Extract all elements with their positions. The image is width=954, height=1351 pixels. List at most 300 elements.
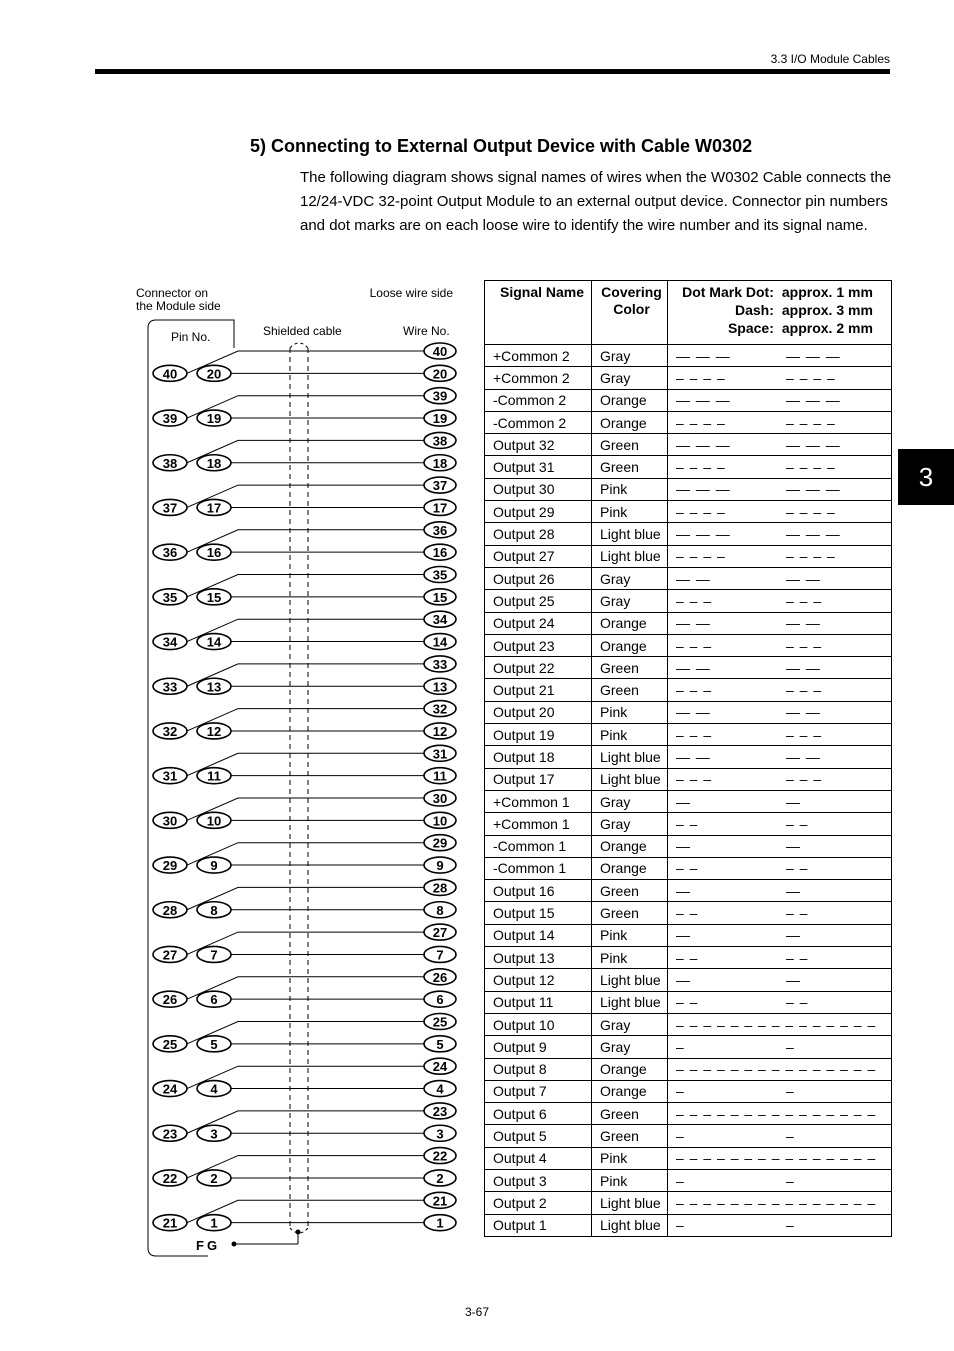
pin-right <box>197 723 231 739</box>
table-row <box>485 657 892 679</box>
pin-number: 40 <box>162 366 178 382</box>
wire-number: 11 <box>433 768 447 784</box>
dot-mark-pattern: – <box>786 1128 795 1145</box>
wire-end <box>424 567 456 583</box>
dot-mark-pattern: — — — <box>786 481 841 498</box>
signal-name-cell: Output 22 <box>485 657 592 679</box>
table-row <box>485 1125 892 1147</box>
covering-color-cell: Gray <box>592 367 668 389</box>
pin-number: 11 <box>207 768 221 784</box>
dot-mark-cell <box>668 813 892 835</box>
dot-mark-pattern: – – – – – – – – – – – – – – – <box>676 1016 877 1033</box>
dot-mark-cell <box>668 924 892 946</box>
wire-number: 16 <box>432 545 448 561</box>
dot-mark-pattern: – – – – – – – – – – – – – – – <box>676 1194 877 1211</box>
table-row <box>485 880 892 902</box>
dot-mark-cell <box>668 612 892 634</box>
wire-end <box>424 1170 456 1186</box>
wire-number: 10 <box>432 813 448 829</box>
dot-mark-pattern: – – – – <box>676 459 726 476</box>
pin-right <box>197 902 231 918</box>
wire-number: 14 <box>432 634 448 650</box>
table-row <box>485 1103 892 1125</box>
wire-number: 35 <box>432 567 448 583</box>
dot-mark-cell <box>668 1103 892 1125</box>
dot-mark-pattern: — <box>786 971 801 988</box>
wire-end <box>424 410 456 426</box>
dot-mark-pattern: – <box>786 1172 795 1189</box>
signal-name-cell: Output 16 <box>485 880 592 902</box>
dot-mark-cell <box>668 701 892 723</box>
pin-number: 2 <box>210 1170 218 1186</box>
dot-mark-cell <box>668 1125 892 1147</box>
signal-name-cell: Output 10 <box>485 1013 592 1035</box>
dot-mark-cell <box>668 567 892 589</box>
covering-color-cell: Gray <box>592 790 668 812</box>
wire-number: 27 <box>432 925 448 941</box>
signal-name-cell: Output 25 <box>485 590 592 612</box>
table-row <box>485 567 892 589</box>
pin-no-label: Pin No. <box>171 330 211 344</box>
wire-no-label: Wire No. <box>403 324 450 338</box>
covering-color-cell: Pink <box>592 1147 668 1169</box>
wire-end <box>424 902 456 918</box>
dot-mark-pattern: – <box>786 1038 795 1055</box>
covering-color-cell: Gray <box>592 1036 668 1058</box>
covering-color-cell: Green <box>592 902 668 924</box>
pin-right <box>197 678 231 694</box>
table-row <box>485 1192 892 1214</box>
wire-end <box>424 723 456 739</box>
legend-value: approx. 2 mm <box>781 320 873 336</box>
table-header-row <box>485 281 892 345</box>
pin-right <box>197 365 231 381</box>
table-row <box>485 1080 892 1102</box>
dot-mark-pattern: – – – – <box>676 548 726 565</box>
dot-mark-cell <box>668 1013 892 1035</box>
dot-mark-cell <box>668 411 892 433</box>
pin-right <box>197 991 231 1007</box>
table-row <box>485 612 892 634</box>
pin-number: 26 <box>162 992 178 1008</box>
dot-mark-cell <box>668 634 892 656</box>
pin-right <box>197 1170 231 1186</box>
pin-number: 8 <box>210 902 218 918</box>
signal-table <box>484 280 892 1237</box>
signal-name-cell: Output 2 <box>485 1192 592 1214</box>
pin-left <box>153 1036 187 1052</box>
dot-mark-pattern: – – – – – – – – – – – – – – – <box>676 1105 877 1122</box>
pin-number: 6 <box>210 992 218 1008</box>
wire-number: 40 <box>432 344 448 359</box>
pin-number: 1 <box>210 1215 218 1231</box>
wire-number: 4 <box>436 1081 444 1097</box>
pin-right <box>197 857 231 873</box>
signal-name-cell: Output 8 <box>485 1058 592 1080</box>
dot-mark-pattern: – <box>676 1128 685 1145</box>
dot-mark-pattern: — <box>786 793 801 810</box>
pin-right <box>197 1081 231 1097</box>
running-header: 3.3 I/O Module Cables <box>770 52 890 66</box>
wire-number: 17 <box>432 500 448 516</box>
pin-right <box>197 455 231 471</box>
dot-mark-cell <box>668 969 892 991</box>
pins-layer <box>153 365 231 1230</box>
dot-mark-legend <box>672 284 883 336</box>
dot-mark-cell <box>668 1214 892 1236</box>
covering-color-cell: Orange <box>592 389 668 411</box>
dot-mark-cell <box>668 790 892 812</box>
table-row <box>485 768 892 790</box>
fg-dot <box>296 1230 301 1235</box>
dot-mark-pattern: – – – <box>786 726 823 743</box>
dot-mark-pattern: – <box>676 1217 685 1234</box>
covering-color-cell: Pink <box>592 924 668 946</box>
pin-number: 33 <box>162 679 178 695</box>
dot-mark-cell <box>668 545 892 567</box>
table-row <box>485 679 892 701</box>
dot-mark-pattern: – – <box>786 949 809 966</box>
connector-label-line2: the Module side <box>136 299 221 313</box>
covering-color-cell: Orange <box>592 634 668 656</box>
wire-number: 6 <box>436 992 444 1008</box>
wire-end <box>424 969 456 985</box>
table-row <box>485 367 892 389</box>
signal-name-cell: Output 26 <box>485 567 592 589</box>
dot-mark-pattern: – – – – <box>676 414 726 431</box>
covering-color-cell: Light blue <box>592 746 668 768</box>
covering-color-cell: Light blue <box>592 768 668 790</box>
wire-number: 23 <box>432 1103 448 1119</box>
wire-number: 37 <box>432 478 448 494</box>
dot-mark-pattern: — — <box>786 659 821 676</box>
signal-name-cell: Output 24 <box>485 612 592 634</box>
page-number: 3-67 <box>464 1305 490 1319</box>
table-row <box>485 1147 892 1169</box>
wire-number: 1 <box>436 1215 444 1231</box>
wire-number: 8 <box>436 902 444 918</box>
dot-mark-cell <box>668 991 892 1013</box>
wire-end <box>424 1148 456 1164</box>
dot-mark-pattern: – – – <box>786 682 823 699</box>
dot-mark-cell <box>668 768 892 790</box>
signal-name-cell: Output 32 <box>485 434 592 456</box>
legend-value: approx. 1 mm <box>781 284 873 300</box>
covering-color-cell: Green <box>592 880 668 902</box>
dot-mark-cell <box>668 1036 892 1058</box>
dot-mark-pattern: – <box>676 1083 685 1100</box>
pin-number: 4 <box>210 1081 218 1097</box>
wire-number: 15 <box>432 589 448 605</box>
signal-name-cell: Output 11 <box>485 991 592 1013</box>
pin-number: 38 <box>162 455 178 471</box>
pin-right <box>197 499 231 515</box>
signal-name-cell: -Common 1 <box>485 857 592 879</box>
dot-mark-cell <box>668 1080 892 1102</box>
covering-color-cell: Orange <box>592 411 668 433</box>
wire-number: 19 <box>432 411 448 427</box>
fg-label: FG <box>196 1238 221 1253</box>
dot-mark-pattern: — — — <box>786 392 841 409</box>
pin-number: 28 <box>162 902 178 918</box>
pin-number: 24 <box>162 1081 178 1097</box>
pin-left <box>153 991 187 1007</box>
dot-mark-cell <box>668 679 892 701</box>
covering-color-cell: Green <box>592 1103 668 1125</box>
dot-mark-pattern: – – – <box>786 637 823 654</box>
pin-number: 29 <box>162 858 178 874</box>
covering-color-cell: Gray <box>592 590 668 612</box>
wire-number: 22 <box>432 1148 448 1164</box>
dot-mark-pattern: – <box>786 1083 795 1100</box>
pin-right <box>197 946 231 962</box>
wire-number: 39 <box>432 388 448 404</box>
legend-key: Dash: <box>734 302 774 318</box>
covering-color-cell: Light blue <box>592 969 668 991</box>
pin-right <box>197 544 231 560</box>
chapter-tab: 3 <box>898 449 954 505</box>
table-row <box>485 790 892 812</box>
wire-number: 25 <box>432 1014 448 1030</box>
dot-mark-pattern: — — — <box>786 526 841 543</box>
table-row <box>485 501 892 523</box>
dot-mark-pattern: – – <box>786 994 809 1011</box>
wire-end <box>424 1125 456 1141</box>
signal-name-cell: +Common 2 <box>485 367 592 389</box>
wire-end <box>424 1036 456 1052</box>
wire-number: 2 <box>436 1170 444 1186</box>
wire-end <box>424 991 456 1007</box>
wire-number: 34 <box>432 612 448 628</box>
dot-mark-cell <box>668 657 892 679</box>
wire-number: 32 <box>432 701 448 717</box>
table-row <box>485 991 892 1013</box>
wire-number: 13 <box>432 679 448 695</box>
wire-number: 21 <box>432 1193 448 1209</box>
signal-name-cell: Output 30 <box>485 478 592 500</box>
signal-name-cell: Output 1 <box>485 1214 592 1236</box>
pin-left <box>153 1081 187 1097</box>
wire-end <box>424 656 456 672</box>
pin-right <box>197 634 231 650</box>
covering-color-cell: Light blue <box>592 1192 668 1214</box>
pin-number: 19 <box>206 411 222 427</box>
wire-end <box>424 432 456 448</box>
covering-color-cell: Green <box>592 434 668 456</box>
covering-color-cell: Pink <box>592 478 668 500</box>
dot-mark-pattern: — — <box>676 615 711 632</box>
dot-mark-cell <box>668 367 892 389</box>
pin-number: 31 <box>162 768 178 784</box>
covering-color-cell: Orange <box>592 1058 668 1080</box>
covering-color-cell: Gray <box>592 567 668 589</box>
table-row <box>485 411 892 433</box>
dot-mark-pattern: — — <box>786 704 821 721</box>
pin-number: 30 <box>162 813 178 829</box>
signal-name-cell: Output 29 <box>485 501 592 523</box>
wire-end <box>424 835 456 851</box>
dot-mark-pattern: – – <box>676 860 699 877</box>
signal-name-cell: Output 20 <box>485 701 592 723</box>
signal-name-cell: Output 12 <box>485 969 592 991</box>
pin-number: 36 <box>162 545 178 561</box>
signal-name-cell: Output 23 <box>485 634 592 656</box>
wire-end <box>424 1081 456 1097</box>
covering-color-cell: Green <box>592 456 668 478</box>
wire-number: 20 <box>432 366 448 382</box>
signal-name-cell: +Common 1 <box>485 813 592 835</box>
pin-right <box>197 589 231 605</box>
table-row <box>485 701 892 723</box>
dot-mark-cell <box>668 947 892 969</box>
table-row <box>485 523 892 545</box>
wire-end <box>424 768 456 784</box>
dot-mark-pattern: — — — <box>676 347 731 364</box>
loose-wire-label: Loose wire side <box>369 286 453 300</box>
dot-mark-pattern: – – – <box>676 637 713 654</box>
signal-name-cell: Output 28 <box>485 523 592 545</box>
signal-name-cell: Output 4 <box>485 1147 592 1169</box>
dot-mark-pattern: — <box>676 793 691 810</box>
table-row <box>485 724 892 746</box>
wire-end <box>424 499 456 515</box>
dot-mark-pattern: — <box>786 927 801 944</box>
signal-name-cell: Output 6 <box>485 1103 592 1125</box>
pin-number: 14 <box>206 634 222 650</box>
signal-name-cell: Output 9 <box>485 1036 592 1058</box>
table-row <box>485 835 892 857</box>
dot-mark-pattern: – <box>786 1217 795 1234</box>
pin-number: 25 <box>162 1036 178 1052</box>
signal-name-cell: Output 18 <box>485 746 592 768</box>
dot-mark-pattern: — — <box>676 659 711 676</box>
dot-mark-pattern: – – <box>676 994 699 1011</box>
connector-label-line1: Connector on <box>136 286 209 300</box>
covering-color-cell: Light blue <box>592 545 668 567</box>
wiring-diagram <box>130 280 470 1270</box>
pin-right <box>197 812 231 828</box>
dot-mark-cell <box>668 835 892 857</box>
wires-layer <box>187 343 456 1231</box>
col-covering-color: Covering Color <box>592 281 668 345</box>
dot-mark-cell <box>668 389 892 411</box>
pin-right <box>197 1215 231 1231</box>
pin-left <box>153 902 187 918</box>
dot-mark-pattern: — — <box>786 748 821 765</box>
table-row <box>485 1169 892 1191</box>
wire-number: 3 <box>436 1126 444 1142</box>
dot-mark-cell <box>668 501 892 523</box>
covering-color-cell: Pink <box>592 501 668 523</box>
pin-right <box>197 410 231 426</box>
shield-top-arc <box>290 343 308 348</box>
col-signal-name: Signal Name <box>485 281 592 345</box>
covering-color-cell: Orange <box>592 1080 668 1102</box>
table-row <box>485 947 892 969</box>
dot-mark-cell <box>668 434 892 456</box>
dot-mark-pattern: – – – – <box>786 459 836 476</box>
signal-name-cell: Output 14 <box>485 924 592 946</box>
dot-mark-pattern: — <box>676 882 691 899</box>
signal-name-cell: Output 17 <box>485 768 592 790</box>
table-row <box>485 434 892 456</box>
wire-end <box>424 1103 456 1119</box>
wire-number: 12 <box>432 723 448 739</box>
wire-end <box>424 455 456 471</box>
pin-number: 16 <box>206 545 222 561</box>
pin-left <box>153 1170 187 1186</box>
pin-left <box>153 365 187 381</box>
dot-mark-cell <box>668 1192 892 1214</box>
fg-terminal-dot <box>232 1242 237 1247</box>
dot-mark-pattern: – – – <box>676 682 713 699</box>
pin-number: 39 <box>162 411 178 427</box>
covering-color-cell: Orange <box>592 857 668 879</box>
covering-color-cell: Light blue <box>592 523 668 545</box>
wire-end <box>424 857 456 873</box>
dot-mark-cell <box>668 523 892 545</box>
pin-number: 23 <box>162 1126 178 1142</box>
pin-number: 7 <box>210 947 218 963</box>
dot-mark-pattern: — — — <box>786 347 841 364</box>
wire-end <box>424 1192 456 1208</box>
pin-left <box>153 946 187 962</box>
covering-color-cell: Gray <box>592 345 668 367</box>
wire-end <box>424 1058 456 1074</box>
dot-mark-pattern: – – – – <box>786 503 836 520</box>
pin-number: 34 <box>162 634 178 650</box>
table-body <box>485 345 892 1237</box>
pin-left <box>153 499 187 515</box>
wire-number: 26 <box>432 969 448 985</box>
dot-mark-cell <box>668 1169 892 1191</box>
dot-mark-pattern: – – <box>786 905 809 922</box>
pin-left <box>153 812 187 828</box>
table-row <box>485 1013 892 1035</box>
header-rule <box>95 69 890 74</box>
dot-mark-pattern: — — <box>786 615 821 632</box>
signal-name-cell: Output 3 <box>485 1169 592 1191</box>
signal-name-cell: Output 19 <box>485 724 592 746</box>
dot-mark-pattern: — <box>676 927 691 944</box>
wire-end <box>424 745 456 761</box>
dot-mark-pattern: — — — <box>676 392 731 409</box>
wire-end <box>424 611 456 627</box>
pin-left <box>153 1215 187 1231</box>
pin-number: 32 <box>162 723 178 739</box>
pin-number: 18 <box>206 455 222 471</box>
dot-mark-pattern: – <box>676 1172 685 1189</box>
pin-left <box>153 589 187 605</box>
dot-mark-pattern: – – <box>676 905 699 922</box>
pin-left <box>153 544 187 560</box>
intro-paragraph: The following diagram shows signal names of wires when the W0302 Cable connects the 12/24-VDC 32-point Output Module to an external output device. Connector pin numbers and dot marks are on each loose wire to identify the wire number and its signal name. <box>300 169 892 234</box>
wire-number: 38 <box>432 433 448 449</box>
wire-end <box>424 388 456 404</box>
wire-number: 36 <box>432 522 448 538</box>
signal-name-cell: -Common 2 <box>485 411 592 433</box>
dot-mark-pattern: — — — <box>676 481 731 498</box>
wire-number: 33 <box>432 656 448 672</box>
dot-mark-pattern: – – – – <box>786 414 836 431</box>
dot-mark-pattern: – – <box>786 815 809 832</box>
dot-mark-pattern: — <box>676 838 691 855</box>
signal-name-cell: Output 13 <box>485 947 592 969</box>
dot-mark-pattern: — — — <box>786 436 841 453</box>
pin-left <box>153 723 187 739</box>
dot-mark-cell <box>668 456 892 478</box>
legend-key: Dot Mark Dot: <box>682 284 774 300</box>
